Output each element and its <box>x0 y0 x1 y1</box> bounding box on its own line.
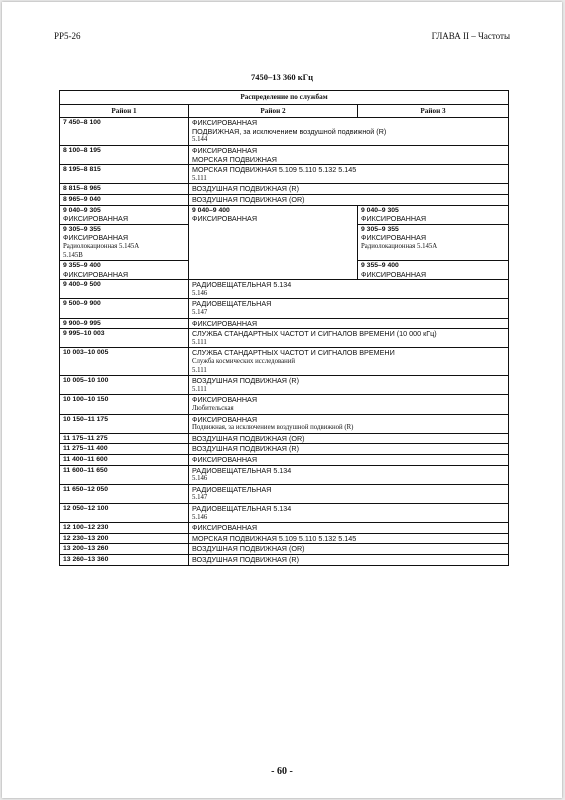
services-cell <box>189 329 509 348</box>
table-row <box>60 194 509 205</box>
service-line: РАДИОВЕЩАТЕЛЬНАЯ 5.134 <box>192 503 292 513</box>
service-line: ВОЗДУШНАЯ ПОДВИЖНАЯ (R) <box>192 376 299 386</box>
band-label: 9 040–9 305 <box>63 206 101 214</box>
service-line: 5.146 <box>192 289 208 297</box>
table-row-split <box>60 205 509 224</box>
services-cell <box>189 544 509 555</box>
service-line: РАДИОВЕЩАТЕЛЬНАЯ 5.134 <box>192 280 292 290</box>
band-label: 9 040–9 400 <box>192 206 230 214</box>
table-row <box>60 118 509 146</box>
band-cell: 10 100–10 150 <box>60 395 189 414</box>
service-line: 5.111 <box>192 385 207 393</box>
service-line: ФИКСИРОВАННАЯ <box>192 214 258 224</box>
services-cell <box>189 395 509 414</box>
services-cell <box>189 318 509 329</box>
services-cell <box>189 376 509 395</box>
band-cell: 8 100–8 195 <box>60 145 189 164</box>
band-cell: 13 200–13 260 <box>60 544 189 555</box>
service-line: МОРСКАЯ ПОДВИЖНАЯ 5.109 5.110 5.132 5.145 <box>192 533 357 543</box>
service-line: 5.111 <box>192 174 207 182</box>
service-line: ФИКСИРОВАННАЯ <box>192 454 258 464</box>
service-line: ФИКСИРОВАННАЯ <box>192 414 258 424</box>
table-row <box>60 376 509 395</box>
services-cell <box>189 348 509 376</box>
table-row <box>60 184 509 195</box>
column-header-region-2: Район 2 <box>189 104 358 118</box>
band-cell: 10 005–10 100 <box>60 376 189 395</box>
chapter-title: ГЛАВА II – Частоты <box>431 31 510 41</box>
frequency-range-title: 7450–13 360 кГц <box>251 72 313 82</box>
service-line: ФИКСИРОВАННАЯ <box>361 233 427 243</box>
service-line: ФИКСИРОВАННАЯ <box>63 214 129 224</box>
service-line: Служба космических исследований <box>192 358 296 366</box>
table-row <box>60 414 509 433</box>
table-row <box>60 280 509 299</box>
band-label: 9 355–9 400 <box>63 262 101 270</box>
services-cell <box>189 503 509 522</box>
region-3-cell <box>358 261 509 280</box>
service-line: РАДИОВЕЩАТЕЛЬНАЯ <box>192 484 272 494</box>
services-cell <box>189 145 509 164</box>
table-row <box>60 523 509 534</box>
band-cell: 8 815–8 965 <box>60 184 189 195</box>
region-3-cell <box>358 224 509 260</box>
table-row <box>60 145 509 164</box>
service-line: Радиолокационная 5.145A <box>63 242 140 250</box>
band-cell: 9 900–9 995 <box>60 318 189 329</box>
service-line: ВОЗДУШНАЯ ПОДВИЖНАЯ (OR) <box>192 544 305 554</box>
band-cell: 9 500–9 900 <box>60 299 189 318</box>
band-cell: 9 995–10 003 <box>60 329 189 348</box>
services-cell <box>189 184 509 195</box>
service-line: ВОЗДУШНАЯ ПОДВИЖНАЯ (OR) <box>192 433 305 443</box>
services-cell <box>189 280 509 299</box>
service-line: МОРСКАЯ ПОДВИЖНАЯ 5.109 5.110 5.132 5.145 <box>192 165 357 175</box>
services-cell <box>189 465 509 484</box>
services-cell <box>189 299 509 318</box>
services-cell <box>189 554 509 565</box>
service-line: 5.146 <box>192 475 208 483</box>
services-cell <box>189 194 509 205</box>
table-row <box>60 348 509 376</box>
table-row <box>60 444 509 455</box>
service-line: ФИКСИРОВАННАЯ <box>192 145 258 155</box>
region-3-cell <box>358 205 509 224</box>
band-label: 9 040–9 305 <box>361 206 399 214</box>
band-label: 9 305–9 355 <box>63 225 101 233</box>
service-line: Любительская <box>192 405 234 412</box>
band-cell: 10 003–10 005 <box>60 348 189 376</box>
document-page <box>2 2 562 798</box>
table-row <box>60 533 509 544</box>
band-cell: 11 175–11 275 <box>60 433 189 444</box>
service-line: ФИКСИРОВАННАЯ <box>361 214 427 224</box>
table-row <box>60 484 509 503</box>
band-cell: 12 050–12 100 <box>60 503 189 522</box>
band-cell: 8 195–8 815 <box>60 165 189 184</box>
column-header-region-1: Район 1 <box>60 104 189 118</box>
service-line: ВОЗДУШНАЯ ПОДВИЖНАЯ (R) <box>192 184 299 194</box>
service-line: РАДИОВЕЩАТЕЛЬНАЯ 5.134 <box>192 465 292 475</box>
region-1-cell <box>60 205 189 224</box>
service-line: СЛУЖБА СТАНДАРТНЫХ ЧАСТОТ И СИГНАЛОВ ВРЕМЕНИ <box>192 348 395 358</box>
service-line: ФИКСИРОВАННАЯ <box>192 318 258 328</box>
services-cell <box>189 444 509 455</box>
band-cell: 13 260–13 360 <box>60 554 189 565</box>
service-line: 5.111 <box>192 338 207 346</box>
band-label: 9 355–9 400 <box>361 262 399 270</box>
service-line: 5.145B <box>63 251 83 259</box>
service-line: 5.111 <box>192 366 207 374</box>
service-line: ФИКСИРОВАННАЯ <box>192 523 258 533</box>
page-number: - 60 - <box>271 766 293 777</box>
table-row <box>60 454 509 465</box>
band-cell: 11 600–11 650 <box>60 465 189 484</box>
table-caption: Распределение по службам <box>60 91 509 105</box>
services-cell <box>189 433 509 444</box>
band-cell: 7 450–8 100 <box>60 118 189 146</box>
services-cell <box>189 533 509 544</box>
band-label: 9 305–9 355 <box>361 225 399 233</box>
table-row <box>60 433 509 444</box>
service-line: РАДИОВЕЩАТЕЛЬНАЯ <box>192 299 272 309</box>
services-cell <box>189 523 509 534</box>
document-code: РР5-26 <box>54 31 81 41</box>
service-line: ВОЗДУШНАЯ ПОДВИЖНАЯ (OR) <box>192 194 305 204</box>
band-cell: 11 275–11 400 <box>60 444 189 455</box>
table-row <box>60 465 509 484</box>
service-line: ФИКСИРОВАННАЯ <box>63 233 129 243</box>
band-cell: 12 230–13 200 <box>60 533 189 544</box>
band-cell: 11 400–11 600 <box>60 454 189 465</box>
region-2-cell <box>189 205 358 280</box>
service-line: МОРСКАЯ ПОДВИЖНАЯ <box>192 154 277 164</box>
services-cell <box>189 414 509 433</box>
service-line: ВОЗДУШНАЯ ПОДВИЖНАЯ (R) <box>192 554 299 564</box>
allocation-table <box>59 90 509 566</box>
band-cell: 8 965–9 040 <box>60 194 189 205</box>
service-line: Радиолокационная 5.145A <box>361 242 438 250</box>
service-line: 5.146 <box>192 513 208 521</box>
table-row <box>60 318 509 329</box>
column-header-region-3: Район 3 <box>358 104 509 118</box>
table-row <box>60 503 509 522</box>
table-row <box>60 395 509 414</box>
table-row <box>60 544 509 555</box>
table-row <box>60 329 509 348</box>
region-1-cell <box>60 224 189 260</box>
service-line: Подвижная, за исключением воздушной подвижной (R) <box>192 424 354 432</box>
band-cell: 9 400–9 500 <box>60 280 189 299</box>
table-row <box>60 165 509 184</box>
region-1-cell <box>60 261 189 280</box>
service-line: ФИКСИРОВАННАЯ <box>192 395 258 405</box>
band-cell: 10 150–11 175 <box>60 414 189 433</box>
service-line: СЛУЖБА СТАНДАРТНЫХ ЧАСТОТ И СИГНАЛОВ ВРЕМЕНИ (10 000 кГц) <box>192 329 437 339</box>
services-cell <box>189 454 509 465</box>
table-row <box>60 554 509 565</box>
service-line: ПОДВИЖНАЯ, за исключением воздушной подвижной (R) <box>192 126 387 136</box>
service-line: 5.147 <box>192 309 208 317</box>
services-cell <box>189 165 509 184</box>
service-line: ФИКСИРОВАННАЯ <box>63 269 129 279</box>
service-line: 5.144 <box>192 136 208 144</box>
service-line: ФИКСИРОВАННАЯ <box>361 269 427 279</box>
service-line: ВОЗДУШНАЯ ПОДВИЖНАЯ (R) <box>192 444 299 454</box>
service-line: 5.147 <box>192 494 208 502</box>
band-cell: 12 100–12 230 <box>60 523 189 534</box>
band-cell: 11 650–12 050 <box>60 484 189 503</box>
services-cell <box>189 118 509 146</box>
table-row <box>60 299 509 318</box>
services-cell <box>189 484 509 503</box>
service-line: ФИКСИРОВАННАЯ <box>192 118 258 128</box>
